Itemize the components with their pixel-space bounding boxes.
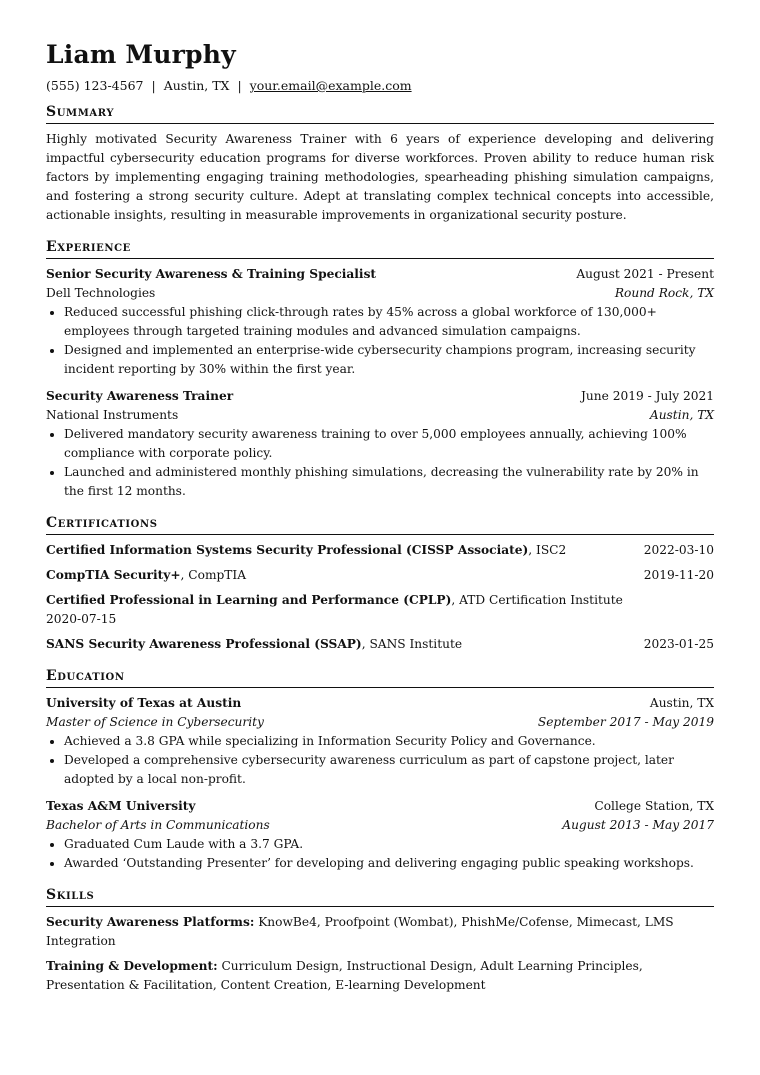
summary-text: Highly motivated Security Awareness Trainer with 6 years of experience developing and delivering impactful cybersecurity education programs for diverse workforces. Proven ability to reduce human risk factors by implementing engaging training methodologies, spearheading phishing simulation campaigns, and fostering a strong security culture. Adept at translating complex technical concepts into accessible, actionable insights, resulting in measurable improvements in organizational security posture. [46,132,714,222]
contact-separator: | [237,78,242,93]
degree: Master of Science in Cybersecurity [46,715,264,729]
skill-item [46,913,714,951]
skill-item [46,957,714,995]
candidate-name: Liam Murphy [46,40,236,69]
cert-date: 2023-01-25 [643,637,714,651]
degree: Bachelor of Arts in Communications [46,818,270,832]
section-title-experience: Experience [46,239,714,259]
education-dates: August 2013 - May 2017 [562,818,714,832]
certification-item [46,591,714,629]
school-name: Texas A&M University [46,799,196,813]
skill-value: Curriculum Design, Instructional Design, Adult Learning Principles, Presentation & Facilitation, Content Creation, E-learning Development [46,959,643,992]
certification-item [46,566,714,585]
job-entry [46,265,714,379]
resume-page [46,40,714,995]
bullet-item: • Delivered mandatory security awareness training to over 5,000 employees annually, achieving 100% compliance with corporate policy. [64,425,714,463]
cert-name: Certified Information Systems Security Professional (CISSP Associate) [46,543,529,557]
email-link[interactable]: your.email@example.com [249,78,412,93]
job-bullets [46,303,714,379]
skill-value: KnowBe4, Proofpoint (Wombat), PhishMe/Cofense, Mimecast, LMS Integration [46,915,674,948]
cert-issuer: , SANS Institute [361,637,463,651]
job-location: Round Rock, TX [614,286,714,300]
cert-name: Certified Professional in Learning and Performance (CPLP) [46,593,452,607]
certification-item [46,541,714,560]
bullet-item: • Launched and administered monthly phishing simulations, decreasing the vulnerability rate by 20% in the first 12 months. [64,463,714,501]
bullet-item: • Graduated Cum Laude with a 3.7 GPA. [64,835,714,854]
cert-date: 2020-07-15 [46,612,117,626]
cert-issuer: , ISC2 [528,543,567,557]
contact-line [46,78,714,94]
bullet-item: • Awarded ‘Outstanding Presenter’ for developing and delivering engaging public speaking workshops. [64,854,714,873]
phone: (555) 123-4567 [46,78,144,93]
job-entry [46,387,714,501]
section-title-skills: Skills [46,887,714,907]
bullet-item: • Designed and implemented an enterprise-wide cybersecurity champions program, increasing security incident reporting by 30% within the first year. [64,341,714,379]
cert-date: 2019-11-20 [643,568,714,582]
job-role: Security Awareness Trainer [46,389,234,403]
job-company: National Instruments [46,408,179,422]
job-bullets [46,425,714,501]
school-name: University of Texas at Austin [46,696,242,710]
section-title-education: Education [46,668,714,688]
school-location: College Station, TX [594,799,714,813]
job-location: Austin, TX [649,408,714,422]
job-company: Dell Technologies [46,286,156,300]
education-dates: September 2017 - May 2019 [537,715,714,729]
bullet-item: • Reduced successful phishing click-through rates by 45% across a global workforce of 130,000+ employees through targeted training modules and advanced simulation campaigns. [64,303,714,341]
education-bullets [46,732,714,789]
section-title-certifications: Certifications [46,515,714,535]
school-location: Austin, TX [649,696,714,710]
certification-item [46,635,714,654]
contact-separator: | [151,78,156,93]
skill-label: Training & Development: [46,959,218,973]
job-role: Senior Security Awareness & Training Specialist [46,267,377,281]
education-bullets [46,835,714,873]
job-dates: June 2019 - July 2021 [581,389,714,403]
cert-date: 2022-03-10 [643,543,714,557]
location: Austin, TX [163,78,230,93]
cert-name: SANS Security Awareness Professional (SSAP) [46,637,362,651]
education-entry [46,694,714,789]
job-dates: August 2021 - Present [576,267,714,281]
skill-label: Security Awareness Platforms: [46,915,255,929]
bullet-item: • Developed a comprehensive cybersecurity awareness curriculum as part of capstone project, later adopted by a local non-profit. [64,751,714,789]
cert-issuer: , ATD Certification Institute [451,593,623,607]
section-title-summary: Summary [46,104,714,124]
cert-issuer: , CompTIA [180,568,247,582]
cert-name: CompTIA Security+ [46,568,181,582]
education-entry [46,797,714,873]
bullet-item: • Achieved a 3.8 GPA while specializing in Information Security Policy and Governance. [64,732,714,751]
